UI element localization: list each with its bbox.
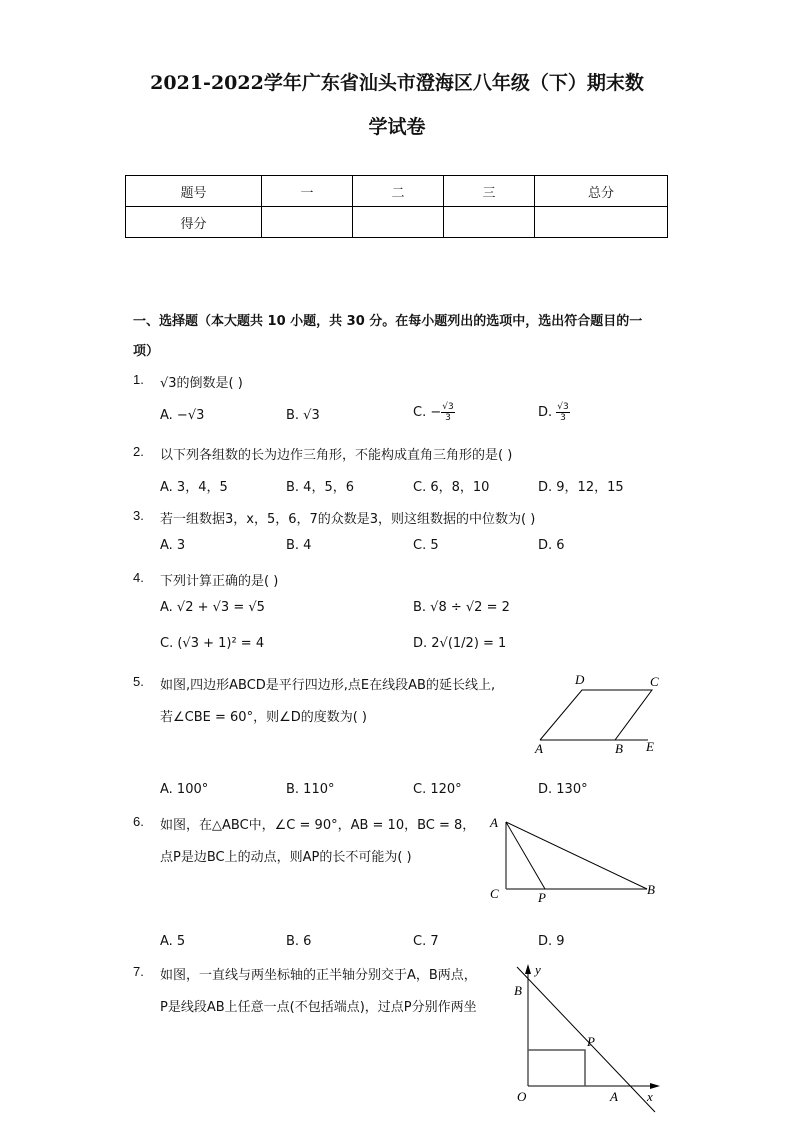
- option-a: A. √2 + √3 = √5: [160, 600, 265, 615]
- label-x: x: [647, 1089, 653, 1104]
- question-text-cont: 若∠CBE = 60°，则∠D的度数为( ): [160, 710, 368, 725]
- table-cell: [353, 207, 444, 238]
- table-cell: 三: [444, 176, 535, 207]
- option-c: [413, 402, 455, 423]
- numerator: √3: [442, 402, 454, 412]
- question-text: 如图，一直线与两坐标轴的正半轴分别交于A，B两点，: [160, 968, 477, 983]
- label-a: A: [610, 1089, 618, 1104]
- label-b: B: [647, 882, 655, 897]
- option-a: A. −√3: [160, 408, 205, 423]
- table-cell: 题号: [126, 176, 262, 207]
- option-d: D. 9: [538, 934, 565, 949]
- option-d: D. 9，12，15: [538, 480, 624, 495]
- table-row: [126, 176, 668, 207]
- label-y: y: [535, 962, 541, 977]
- option-d: [538, 402, 570, 423]
- table-cell: [444, 207, 535, 238]
- question-number: 7.: [133, 964, 144, 979]
- label-p: P: [538, 890, 546, 905]
- label-e: E: [646, 739, 654, 754]
- label-c: C: [490, 886, 499, 901]
- table-row: [126, 207, 668, 238]
- denominator: 3: [445, 413, 451, 423]
- table-cell: 一: [262, 176, 353, 207]
- option-a: A. 100°: [160, 782, 209, 797]
- question-number: 5.: [133, 674, 144, 689]
- label-b: B: [514, 983, 522, 998]
- question-number: 3.: [133, 508, 144, 523]
- question-text: 以下列各组数的长为边作三角形，不能构成直角三角形的是( ): [160, 448, 513, 463]
- coordinate-figure: [505, 962, 665, 1123]
- option-b: B. √8 ÷ √2 = 2: [413, 600, 510, 615]
- question-text-cont: 点P是边BC上的动点，则AP的长不可能为( ): [160, 850, 412, 865]
- label-p: P: [587, 1034, 595, 1049]
- option-b: B. √3: [286, 408, 320, 423]
- label-b: B: [615, 741, 623, 756]
- table-cell: 二: [353, 176, 444, 207]
- question-text: 若一组数据3，x，5，6，7的众数是3，则这组数据的中位数为( ): [160, 512, 536, 527]
- option-b: B. 4: [286, 538, 312, 553]
- option-c: C. 5: [413, 538, 439, 553]
- fraction: [556, 402, 569, 423]
- option-c: C. 120°: [413, 782, 462, 797]
- denominator: 3: [560, 413, 566, 423]
- table-cell: 得分: [126, 207, 262, 238]
- label-o: O: [517, 1089, 527, 1104]
- question-number: 4.: [133, 570, 144, 585]
- triangle-figure: [484, 812, 664, 907]
- option-d: D. 2√(1/2) = 1: [413, 636, 507, 651]
- table-cell: [535, 207, 668, 238]
- question-number: 1.: [133, 372, 144, 387]
- option-d: D. 130°: [538, 782, 588, 797]
- label-c: C: [650, 674, 659, 689]
- question-number: 6.: [133, 814, 144, 829]
- section-heading: 一、选择题（本大题共 10 小题，共 30 分。在每小题列出的选项中，选出符合题目的一: [133, 314, 643, 329]
- fraction: [441, 402, 454, 423]
- parallelogram-figure: [530, 668, 665, 758]
- table-cell: 总分: [535, 176, 668, 207]
- score-table: [125, 175, 668, 238]
- option-b: B. 4，5，6: [286, 480, 354, 495]
- option-c: C. 7: [413, 934, 439, 949]
- numerator: √3: [557, 402, 569, 412]
- label-a: A: [535, 741, 543, 756]
- option-d: D. 6: [538, 538, 565, 553]
- option-label: D.: [538, 405, 557, 420]
- option-label: C. −: [413, 405, 442, 420]
- option-a: A. 3，4，5: [160, 480, 228, 495]
- question-text: 如图,四边形ABCD是平行四边形,点E在线段AB的延长线上,: [160, 678, 496, 693]
- label-d: D: [575, 672, 585, 687]
- question-text: √3的倒数是( ): [160, 376, 243, 391]
- question-text: 如图，在△ABC中，∠C = 90°，AB = 10，BC = 8，: [160, 818, 476, 833]
- option-a: A. 3: [160, 538, 186, 553]
- question-text-cont: P是线段AB上任意一点(不包括端点)，过点P分别作两坐: [160, 1000, 477, 1015]
- section-heading-cont: 项）: [133, 344, 160, 359]
- option-a: A. 5: [160, 934, 186, 949]
- question-text: 下列计算正确的是( ): [160, 574, 279, 589]
- option-c: C. (√3 + 1)² = 4: [160, 636, 265, 651]
- title-line-1: 2021-2022学年广东省汕头市澄海区八年级（下）期末数: [150, 72, 644, 94]
- title-line-2: 学试卷: [368, 116, 426, 138]
- question-number: 2.: [133, 444, 144, 459]
- option-b: B. 6: [286, 934, 312, 949]
- option-b: B. 110°: [286, 782, 335, 797]
- table-cell: [262, 207, 353, 238]
- option-c: C. 6，8，10: [413, 480, 490, 495]
- label-a: A: [490, 815, 498, 830]
